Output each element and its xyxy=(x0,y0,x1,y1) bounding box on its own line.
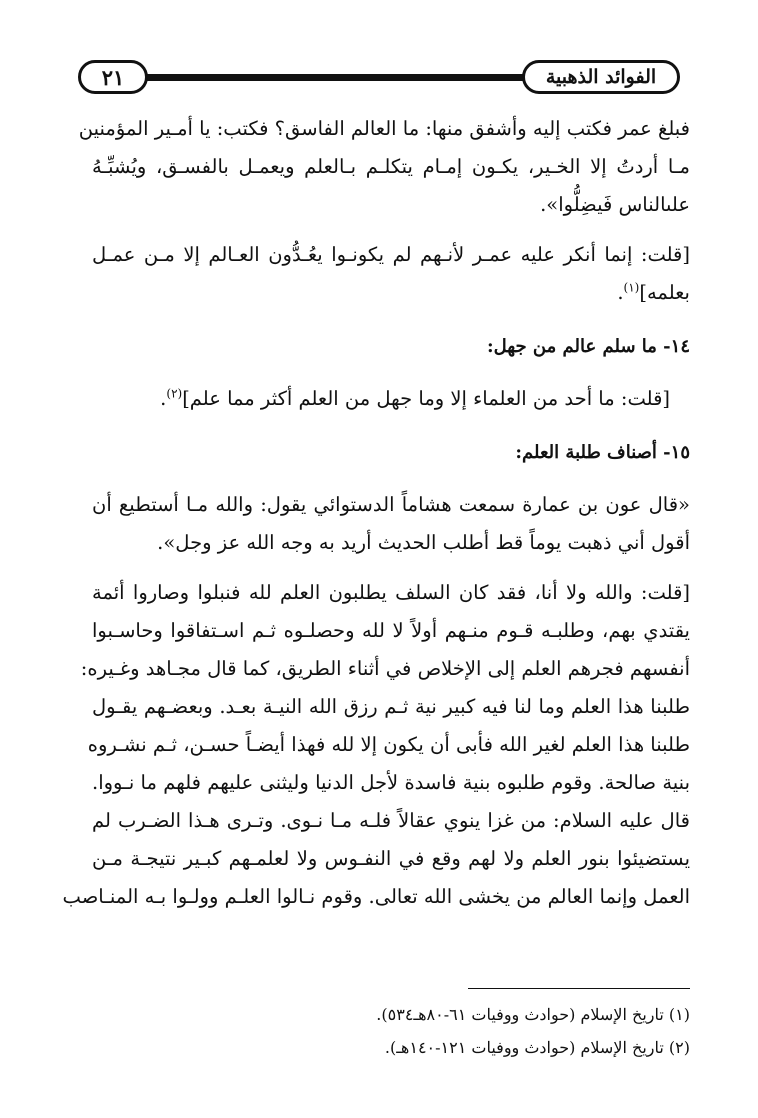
paragraph-quote-2 xyxy=(92,486,690,562)
text-line: [قلت: إنما أنكر عليه عمـر لأنـهم لم يكونـوا يعُـدُّون العـالم إلا مـن عمـل xyxy=(92,243,690,266)
text-line: يستضيئوا بنور العلم ولا لهم وقع في النفـوس ولا لعلمـهم كبـير نتيجـة مـن xyxy=(92,847,690,870)
text-span: [قلت: ما أحد من العلماء إلا وما جهل من العلم أكثر مما علم] xyxy=(182,387,670,410)
period: . xyxy=(160,387,167,410)
text-line: أنفسهم فجرهم العلم إلى الإخلاص في أثناء الطريق، كما قال مجـاهد وغـيره: xyxy=(80,657,690,680)
text-line: يقتدي بهم، وطلبـه قـوم منـهم أولاً لا لله وحصلـوه ثـم اسـتفاقوا وحاسـبوا xyxy=(92,619,690,642)
paragraph-comment-1 xyxy=(92,236,690,312)
text-line xyxy=(92,274,690,312)
page-header xyxy=(78,58,680,98)
text-line: علىالناس فَيضِلُّوا». xyxy=(540,193,690,216)
header-rule xyxy=(118,74,560,81)
text-line: طلبنا هذا العلم لغير الله فأبى أن يكون إلا لله فهذا أيضـاً حسـن، ثـم نشـروه xyxy=(87,733,690,756)
text-line: «قال عون بن عمارة سمعت هشاماً الدستوائي يقول: والله مـا أستطيع أن xyxy=(92,493,690,516)
text-span: بعلمه] xyxy=(639,281,690,304)
section-heading-15: ١٥- أصناف طلبة العلم: xyxy=(515,442,690,463)
page-body xyxy=(62,110,690,916)
text-line: بنية صالحة. وقوم طلبوه بنية فاسدة لأجل الدنيا وليثنى عليهم فلهم ما نـووا. xyxy=(92,771,690,794)
text-line: مـا أردتُ إلا الخـير، يكـون إمـام يتكلـم بـالعلم ويعمـل بالفسـق، ويُشبِّـهُ xyxy=(92,155,690,178)
paragraph-comment-2 xyxy=(92,380,690,418)
page-number: ٢١ xyxy=(78,60,148,94)
footnote-2: (٢) تاريخ الإسلام (حوادث ووفيات ١٢١-١٤٠هـ). xyxy=(384,1038,690,1057)
period: . xyxy=(617,281,624,304)
text-line: أقول أني ذهبت يوماً قط أطلب الحديث أريد به وجه الله عز وجل». xyxy=(157,531,690,554)
text-line: قال عليه السلام: من غزا ينوي عقالاً فلـه مـا نـوى. وتـرى هـذا الضـرب لم xyxy=(92,809,690,832)
paragraph-quote-end xyxy=(78,110,690,224)
footnote-separator xyxy=(468,988,690,989)
footnotes xyxy=(160,998,690,1064)
footnote-ref-1: (١) xyxy=(623,280,640,295)
text-line: [قلت: والله ولا أنا، فقد كان السلف يطلبون العلم لله فنبلوا وصاروا أئمة xyxy=(92,581,690,604)
section-heading-14: ١٤- ما سلم عالم من جهل: xyxy=(486,336,690,357)
paragraph-comment-3 xyxy=(62,574,690,916)
footnote-ref-2: (٢) xyxy=(166,386,183,401)
text-line: العمل وإنما العالم من يخشى الله تعالى. وقوم نـالوا العلـم وولـوا بـه المنـاصب xyxy=(62,885,690,908)
text-line xyxy=(92,380,690,418)
running-title: الفوائد الذهبية xyxy=(522,60,680,94)
text-line: فبلغ عمر فكتب إليه وأشفق منها: ما العالم الفاسق؟ فكتب: يا أمـير المؤمنين xyxy=(78,117,690,140)
text-line: طلبنا هذا العلم وما لنا فيه كبير نية ثـم رزق الله النيـة بعـد. وبعضـهم يقـول xyxy=(92,695,690,718)
footnote-1: (١) تاريخ الإسلام (حوادث ووفيات ٦١-٨٠هـ٥٣٤). xyxy=(376,1005,690,1024)
